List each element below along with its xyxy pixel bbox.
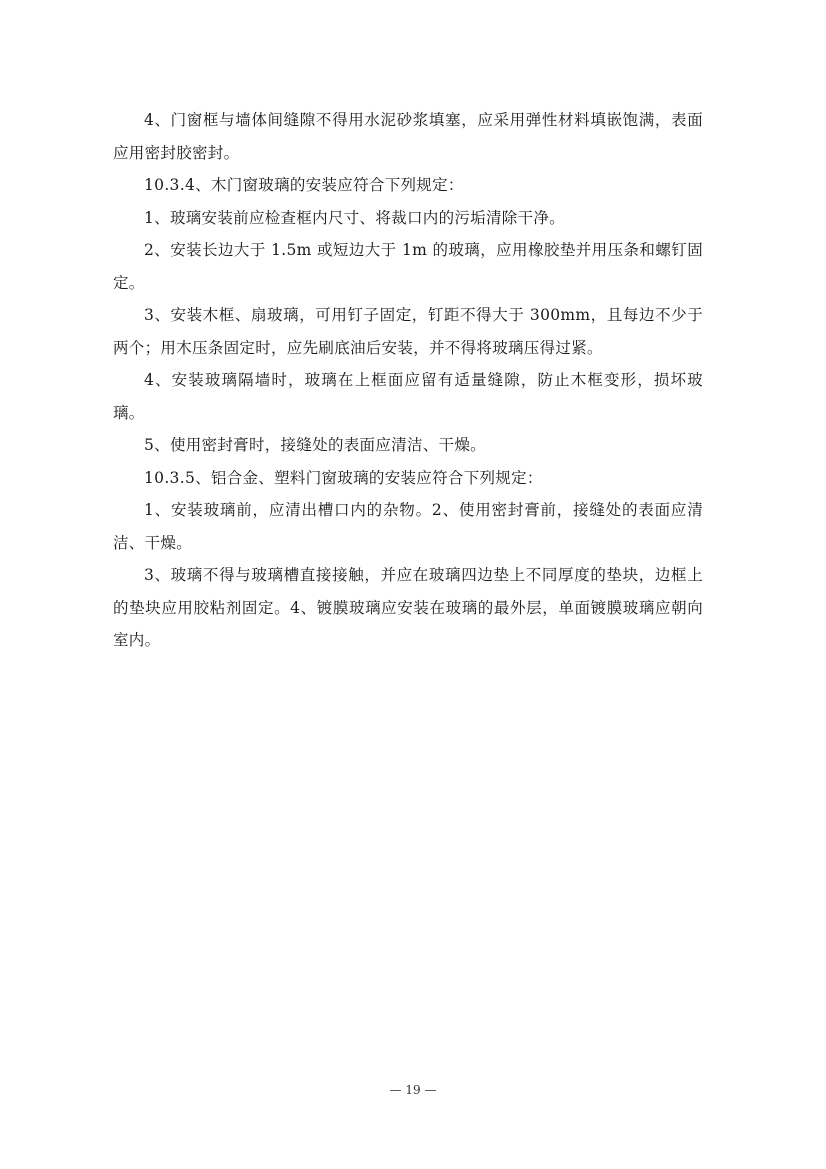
paragraph-partition-glass: 4、安装玻璃隔墙时，玻璃在上框面应留有适量缝隙，防止木框变形，损坏玻璃。 <box>113 371 703 422</box>
body-text <box>113 104 703 657</box>
paragraph-clean-groove: 1、安装玻璃前，应清出槽口内的杂物。2、使用密封膏前，接缝处的表面应清洁、干燥。 <box>113 501 703 552</box>
paragraph-gap-sealing: 4、门窗框与墙体间缝隙不得用水泥砂浆填塞，应采用弹性材料填嵌饱满，表面应用密封胶密封。 <box>113 111 703 162</box>
paragraph-check-frame: 1、玻璃安装前应检查框内尺寸、将裁口内的污垢清除干净。 <box>144 208 565 227</box>
paragraph-nail-fixing: 3、安装木框、扇玻璃，可用钉子固定，钉距不得大于 300mm，且每边不少于两个；用木压条固定时，应先刷底油后安装，并不得将玻璃压得过紧。 <box>113 306 703 357</box>
page-number: — 19 — <box>389 1083 437 1097</box>
paragraph-large-glass: 2、安装长边大于 1.5m 或短边大于 1m 的玻璃，应用橡胶垫并用压条和螺钉固定。 <box>113 241 703 292</box>
paragraph-sealant: 5、使用密封膏时，接缝处的表面应清洁、干燥。 <box>144 436 486 454</box>
paragraph-setting-blocks: 3、玻璃不得与玻璃槽直接接触，并应在玻璃四边垫上不同厚度的垫块，边框上的垫块应用胶粘剂固定。4、镀膜玻璃应安装在玻璃的最外层，单面镀膜玻璃应朝向室内。 <box>113 566 703 649</box>
section-heading-10-3-5: 10.3.5、铝合金、塑料门窗玻璃的安装应符合下列规定： <box>144 468 543 487</box>
section-heading-10-3-4: 10.3.4、木门窗玻璃的安装应符合下列规定： <box>144 176 464 194</box>
